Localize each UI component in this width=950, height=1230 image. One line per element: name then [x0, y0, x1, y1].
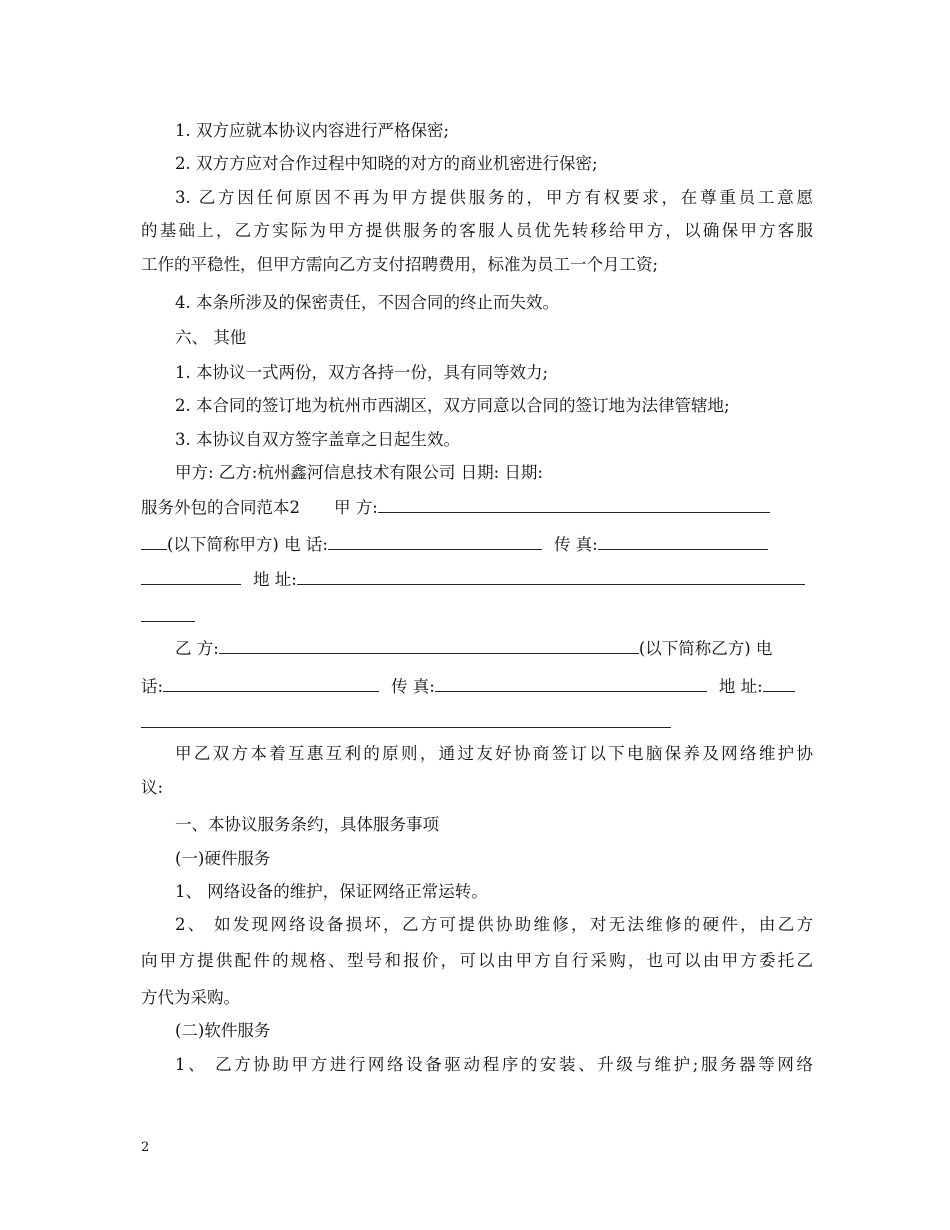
form-line [141, 675, 813, 697]
text-line: 2. 双方方应对合作过程中知晓的对方的商业机密进行保密; [175, 154, 598, 173]
form-line [141, 568, 813, 590]
blank-field [328, 533, 542, 550]
signature-line: 甲方: 乙方:杭州鑫河信息技术有限公司 日期: 日期: [175, 463, 543, 482]
section-heading: 一、本协议服务条约，具体服务事项 [175, 815, 439, 834]
form-line [175, 637, 813, 659]
party-a-phone-label: (以下简称甲方) 电 话: [167, 535, 328, 554]
text-line: 2. 本合同的签订地为杭州市西湖区，双方同意以合同的签订地为法律管辖地; [175, 396, 730, 415]
party-b-phone-label: 话: [141, 677, 164, 696]
text-line: 的基础上，乙方实际为甲方提供服务的客服人员优先转移给甲方，以确保甲方客服 [141, 221, 813, 240]
subsection-heading: (一)硬件服务 [175, 849, 271, 868]
text-line: 3. 乙方因任何原因不再为甲方提供服务的，甲方有权要求，在尊重员工意愿 [175, 188, 813, 207]
blank-field [297, 568, 805, 585]
party-b-address-label: 地 址: [718, 677, 763, 696]
blank-field [141, 568, 241, 585]
text-line: 3. 本协议自双方签字盖章之日起生效。 [175, 430, 460, 449]
text-line: 甲乙双方本着互惠互利的原则，通过友好协商签订以下电脑保养及网络维护协 [175, 744, 813, 763]
text-line: 2、 如发现网络设备损坏，乙方可提供协助维修，对无法维修的硬件，由乙方 [175, 915, 813, 934]
text-line: 1、 乙方协助甲方进行网络设备驱动程序的安装、升级与维护;服务器等网络 [175, 1055, 813, 1074]
party-a-label: 甲 方: [334, 498, 378, 517]
text-line: 1. 双方应就本协议内容进行严格保密; [175, 121, 450, 140]
blank-field [141, 621, 195, 622]
party-b-fax-label: 传 真: [391, 677, 435, 696]
text-line: 1、 网络设备的维护，保证网络正常运转。 [175, 882, 488, 901]
subsection-heading: (二)软件服务 [175, 1021, 271, 1040]
blank-field [598, 533, 768, 550]
section-heading: 六、 其他 [175, 328, 247, 347]
blank-field [141, 727, 671, 728]
party-a-fax-label: 传 真: [553, 535, 598, 554]
party-a-address-label: 地 址: [253, 570, 297, 589]
blank-field [219, 637, 639, 654]
page-number: 2 [141, 1140, 150, 1155]
blank-field [378, 496, 770, 513]
text-line: 1. 本协议一式两份，双方各持一份，具有同等效力; [175, 363, 549, 382]
blank-field [163, 675, 379, 692]
blank-field [141, 533, 167, 550]
form-line [141, 496, 813, 518]
text-line: 工作的平稳性，但甲方需向乙方支付招聘费用，标准为员工一个月工资; [141, 255, 659, 274]
text-line: 方代为采购。 [141, 988, 240, 1007]
text-line: 议: [141, 778, 164, 797]
party-b-abbr: (以下简称乙方) 电 [638, 639, 773, 658]
party-b-label: 乙 方: [175, 639, 219, 658]
text-line: 向甲方提供配件的规格、型号和报价，可以由甲方自行采购，也可以由甲方委托乙 [141, 951, 813, 970]
blank-field [435, 675, 707, 692]
form-line [141, 533, 813, 555]
text-line: 4. 本条所涉及的保密责任，不因合同的终止而失效。 [175, 293, 559, 312]
contract-title: 服务外包的合同范本2 [141, 498, 300, 517]
blank-field [763, 675, 795, 692]
